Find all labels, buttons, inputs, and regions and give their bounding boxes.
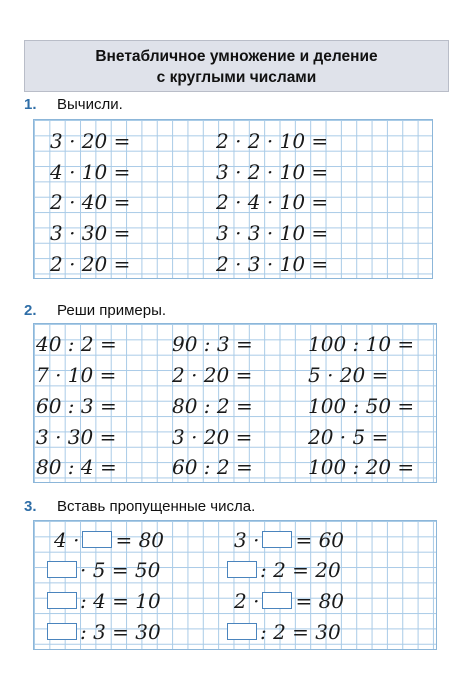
answer-blank[interactable] [47,623,77,640]
s3-row3-right-prefix: 2 · [234,589,260,613]
s3-row2-left [44,560,160,580]
s1-right-4: 3 · 3 · 10 = [216,221,329,245]
s3-row3-right [234,591,344,611]
answer-blank[interactable] [227,561,257,578]
s2-col3-4: 20 · 5 = [308,425,389,449]
s3-row1-right-prefix: 3 · [234,528,260,552]
s2-col3-1: 100 : 10 = [308,332,415,356]
s3-row1-left-suffix: = 80 [115,528,165,552]
answer-blank[interactable] [47,561,77,578]
s3-row4-left [44,622,161,642]
s3-row1-right-suffix: = 60 [295,528,345,552]
s3-row4-right [224,622,341,642]
answer-blank[interactable] [227,623,257,640]
s2-col1-4: 3 · 30 = [36,425,117,449]
s2-col1-1: 40 : 2 = [36,332,117,356]
page-title-line2: с круглыми числами [156,69,317,86]
s1-right-2: 3 · 2 · 10 = [216,160,329,184]
s3-row2-right [224,560,341,580]
answer-blank[interactable] [82,531,112,548]
s3-row2-left-suffix: · 5 = 50 [80,558,161,582]
s1-left-5: 2 · 20 = [50,252,131,276]
s2-col2-2: 2 · 20 = [172,363,253,387]
s2-col1-3: 60 : 3 = [36,394,117,418]
s3-row3-left-suffix: : 4 = 10 [80,589,161,613]
s2-col1-2: 7 · 10 = [36,363,117,387]
task-instruction-2: Реши примеры. [57,302,167,319]
answer-blank[interactable] [47,592,77,609]
s2-col2-4: 3 · 20 = [172,425,253,449]
s3-row2-right-suffix: : 2 = 20 [260,558,341,582]
s1-right-1: 2 · 2 · 10 = [216,129,329,153]
task-instruction-3: Вставь пропущенные числа. [57,498,256,515]
task-number-1: 1. [24,96,37,113]
s1-left-4: 3 · 30 = [50,221,131,245]
s2-col2-3: 80 : 2 = [172,394,253,418]
s1-right-3: 2 · 4 · 10 = [216,190,329,214]
s1-right-5: 2 · 3 · 10 = [216,252,329,276]
s1-left-1: 3 · 20 = [50,129,131,153]
s1-left-2: 4 · 10 = [50,160,131,184]
answer-blank[interactable] [262,592,292,609]
s3-row3-right-suffix: = 80 [295,589,345,613]
page-title-line1: Внетабличное умножение и деление [95,48,378,65]
s3-row4-left-suffix: : 3 = 30 [80,620,161,644]
answer-blank[interactable] [262,531,292,548]
title-box [24,40,449,92]
task-instruction-1: Вычисли. [57,96,123,113]
task-number-2: 2. [24,302,37,319]
s2-col2-1: 90 : 3 = [172,332,253,356]
s2-col1-5: 80 : 4 = [36,455,117,479]
s3-row1-left [54,530,164,550]
task-number-3: 3. [24,498,37,515]
s3-row4-right-suffix: : 2 = 30 [260,620,341,644]
s3-row1-right [234,530,344,550]
s2-col2-5: 60 : 2 = [172,455,253,479]
s3-row3-left [44,591,161,611]
s3-row1-left-prefix: 4 · [54,528,80,552]
s1-left-3: 2 · 40 = [50,190,131,214]
s2-col3-3: 100 : 50 = [308,394,415,418]
s2-col3-5: 100 : 20 = [308,455,415,479]
s2-col3-2: 5 · 20 = [308,363,389,387]
